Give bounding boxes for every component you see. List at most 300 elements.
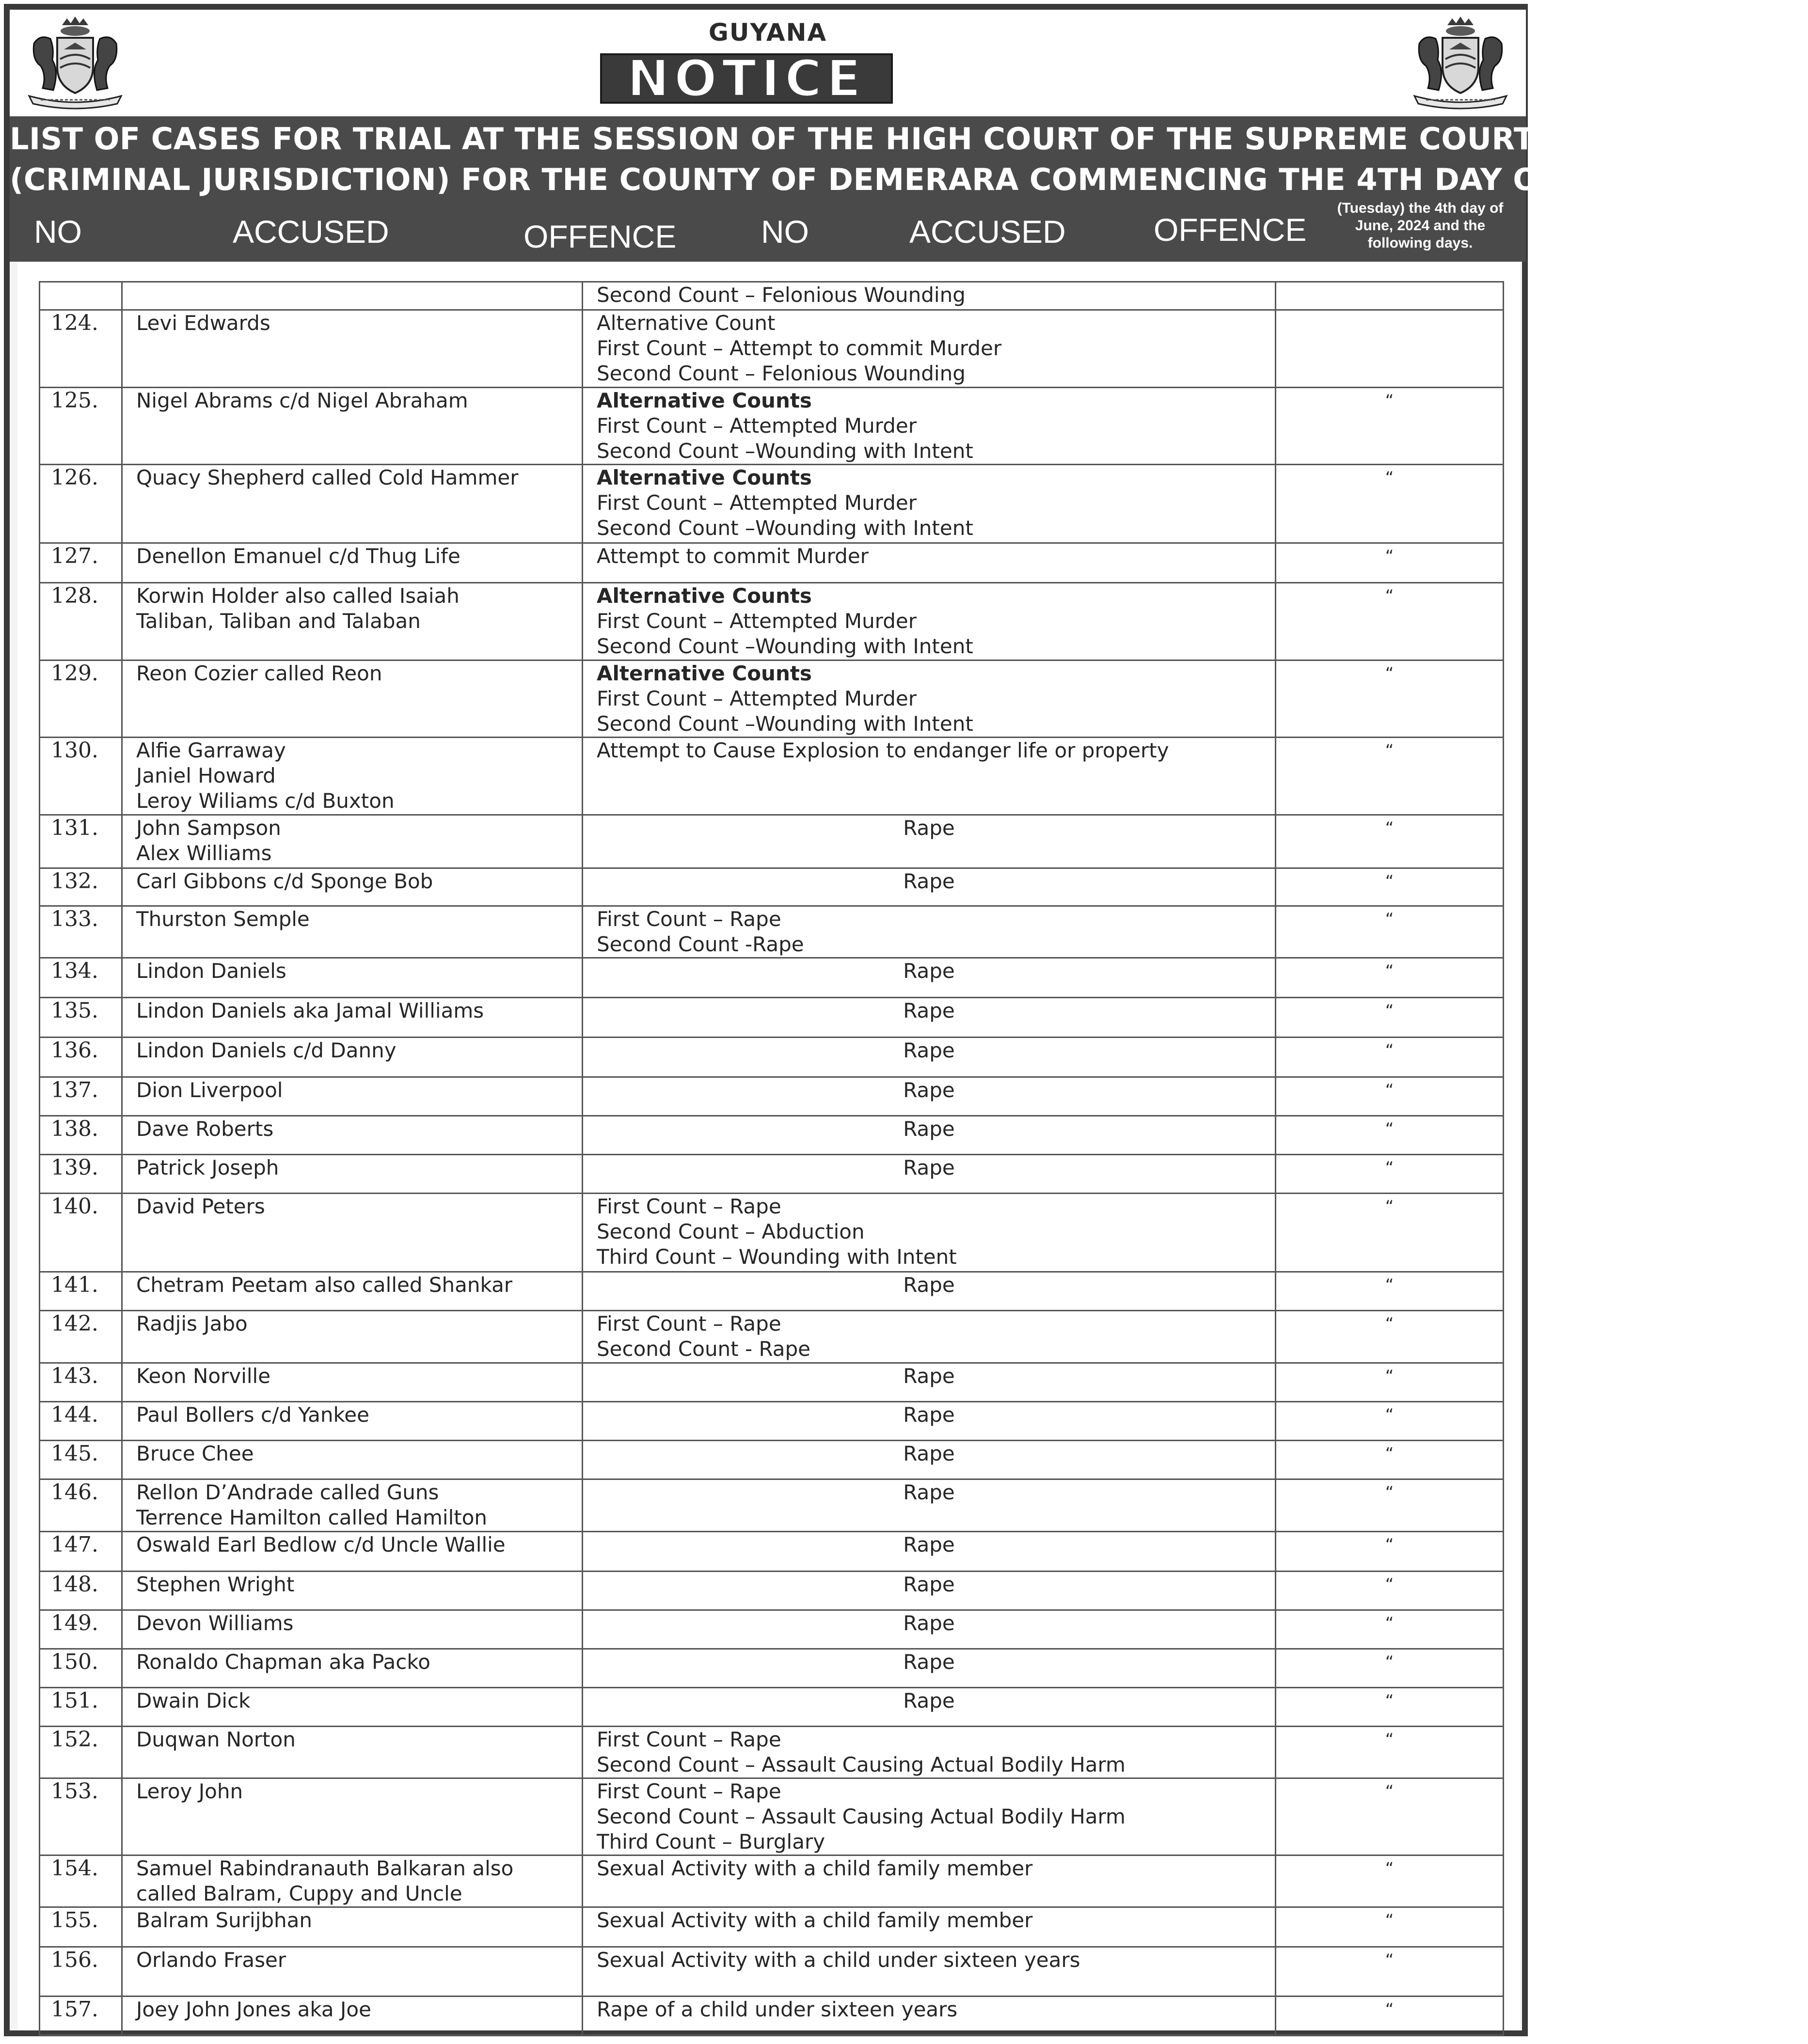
accused-name: Paul Bollers c/d Yankee: [136, 1403, 369, 1427]
accused-cell: [122, 1532, 583, 1572]
accused-name: Thurston Semple: [136, 907, 310, 931]
case-number: 146.: [40, 1479, 122, 1532]
trial-date-cell: [1276, 1077, 1504, 1116]
offence-line: First Count – Rape: [597, 1195, 781, 1218]
accused-name: Patrick Joseph: [136, 1156, 279, 1179]
offence-cell: [583, 310, 1276, 388]
accused-cell: [122, 1363, 583, 1402]
table-row: [40, 282, 1504, 310]
table-row: [40, 1649, 1504, 1688]
offence-line: First Count – Attempt to commit Murder: [597, 336, 1002, 360]
ditto-mark: “: [1385, 391, 1394, 410]
ditto-mark: “: [1385, 1691, 1394, 1711]
accused-name: Alfie Garraway: [136, 739, 286, 762]
table-row: [40, 1116, 1504, 1155]
table-row: [40, 660, 1504, 738]
accused-name: Orlando Fraser: [136, 1948, 286, 1972]
accused-name: Janiel Howard: [136, 764, 276, 787]
table-row: [40, 1441, 1504, 1479]
table-row: [40, 465, 1504, 543]
trial-date-cell: [1276, 1441, 1504, 1479]
offence-cell: [583, 543, 1276, 583]
accused-name: Lindon Daniels: [136, 959, 286, 983]
accused-cell: [122, 660, 583, 738]
ditto-mark: “: [1385, 1444, 1394, 1463]
accused-name: Balram Surijbhan: [136, 1908, 313, 1932]
table-row: [40, 1311, 1504, 1363]
case-number: 137.: [40, 1077, 122, 1116]
case-number: 136.: [40, 1038, 122, 1077]
table-row: [40, 1194, 1504, 1272]
trial-date-cell: [1276, 583, 1504, 660]
accused-name: Rellon D’Andrade called Guns: [136, 1480, 439, 1504]
table-row: [40, 388, 1504, 465]
case-number: 157.: [40, 1997, 122, 2035]
trial-date-cell: [1276, 1363, 1504, 1402]
accused-cell: [122, 1038, 583, 1077]
offence-line: First Count – Rape: [597, 1728, 781, 1751]
table-row: [40, 1855, 1504, 1907]
offence-line: First Count – Rape: [597, 1779, 781, 1803]
accused-name: Devon Williams: [136, 1611, 294, 1635]
case-number: 125.: [40, 388, 122, 465]
table-row: [40, 1727, 1504, 1778]
case-number: 131.: [40, 815, 122, 868]
ditto-mark: “: [1385, 818, 1394, 838]
accused-cell: [122, 1194, 583, 1272]
offence-line: Sexual Activity with a child family member: [597, 1856, 1033, 1880]
accused-cell: [122, 282, 583, 310]
offence-line: Rape: [903, 816, 955, 840]
notice-title: NOTICE: [627, 49, 866, 108]
trial-date-cell: [1276, 1311, 1504, 1363]
offence-cell: [583, 1997, 1276, 2035]
offence-line: First Count – Attempted Murder: [597, 687, 917, 710]
offence-cell: [583, 1947, 1276, 1997]
case-number: 149.: [40, 1610, 122, 1649]
accused-name: Stephen Wright: [136, 1572, 295, 1596]
offence-line: Second Count –Wounding with Intent: [597, 634, 973, 658]
offence-cell: [583, 1479, 1276, 1532]
offence-line: Rape: [903, 1403, 955, 1427]
offence-line: Third Count – Burglary: [597, 1830, 825, 1854]
offence-cell: [583, 1727, 1276, 1778]
accused-cell: [122, 1441, 583, 1479]
trial-date-cell: [1276, 1116, 1504, 1155]
ditto-mark: “: [1385, 1483, 1394, 1502]
ditto-mark: “: [1385, 1614, 1394, 1633]
table-row: [40, 998, 1504, 1038]
case-number: 124.: [40, 310, 122, 388]
offence-line: Rape: [903, 1689, 955, 1713]
offence-cell: [583, 1441, 1276, 1479]
accused-name: Levi Edwards: [136, 311, 270, 335]
offence-cell: [583, 465, 1276, 543]
accused-name: Lindon Daniels aka Jamal Williams: [136, 999, 484, 1022]
offence-cell: [583, 660, 1276, 738]
accused-cell: [122, 1855, 583, 1907]
offence-line: Rape: [903, 869, 955, 893]
accused-name: Taliban, Taliban and Talaban: [136, 609, 421, 633]
trial-date-cell: [1276, 1778, 1504, 1855]
table-row: [40, 310, 1504, 388]
table-row: [40, 1610, 1504, 1649]
column-header-offence-2: OFFENCE: [1154, 212, 1307, 248]
column-header-accused-2: ACCUSED: [909, 214, 1066, 250]
offence-cell: [583, 815, 1276, 868]
table-row: [40, 1532, 1504, 1572]
accused-cell: [122, 1116, 583, 1155]
trial-date-cell: [1276, 998, 1504, 1038]
accused-cell: [122, 1727, 583, 1778]
accused-cell: [122, 1155, 583, 1194]
offence-cell: [583, 1778, 1276, 1855]
trial-date-cell: [1276, 1479, 1504, 1532]
offence-line: Rape: [903, 1078, 955, 1102]
case-number: 143.: [40, 1363, 122, 1402]
table-row: [40, 1402, 1504, 1441]
ditto-mark: “: [1385, 1730, 1394, 1749]
accused-cell: [122, 738, 583, 815]
ditto-mark: “: [1385, 1367, 1394, 1386]
offence-cell: [583, 282, 1276, 310]
offence-line: Sexual Activity with a child family member: [597, 1908, 1033, 1932]
accused-name: Oswald Earl Bedlow c/d Uncle Wallie: [136, 1533, 506, 1557]
notice-banner: [600, 49, 893, 108]
ditto-mark: “: [1385, 1158, 1394, 1178]
accused-name: Terrence Hamilton called Hamilton: [136, 1506, 488, 1529]
offence-cell: [583, 1855, 1276, 1907]
accused-name: Bruce Chee: [136, 1442, 254, 1465]
accused-cell: [122, 310, 583, 388]
case-number: 150.: [40, 1649, 122, 1688]
offence-line: Second Count –Wounding with Intent: [597, 712, 973, 736]
offence-line: Alternative Counts: [597, 389, 812, 412]
offence-line: Second Count -Rape: [597, 932, 804, 956]
accused-cell: [122, 906, 583, 958]
offence-line: Second Count – Felonious Wounding: [597, 283, 966, 307]
case-number: [40, 282, 122, 310]
ditto-mark: “: [1385, 1575, 1394, 1594]
offence-cell: [583, 738, 1276, 815]
offence-line: Alternative Counts: [597, 584, 812, 608]
offence-cell: [583, 1077, 1276, 1116]
offence-line: Alternative Counts: [597, 466, 812, 489]
offence-line: Rape: [903, 1442, 955, 1465]
case-number: 138.: [40, 1116, 122, 1155]
accused-cell: [122, 1649, 583, 1688]
offence-line: First Count – Attempted Murder: [597, 491, 917, 515]
trial-date-cell: [1276, 1727, 1504, 1778]
offence-line: First Count – Attempted Murder: [597, 414, 917, 438]
accused-cell: [122, 1572, 583, 1610]
offence-line: Second Count – Assault Causing Actual Bodily Harm: [597, 1753, 1126, 1777]
trial-date-cell: [1276, 1688, 1504, 1727]
offence-line: Alternative Count: [597, 311, 776, 335]
offence-line: Second Count –Wounding with Intent: [597, 439, 973, 463]
case-number: 145.: [40, 1441, 122, 1479]
offence-line: Rape: [903, 999, 955, 1022]
table-row: [40, 543, 1504, 583]
table-row: [40, 1077, 1504, 1116]
trial-date-cell: [1276, 906, 1504, 958]
offence-cell: [583, 958, 1276, 998]
accused-name: Alex Williams: [136, 841, 272, 865]
trial-date-cell: [1276, 958, 1504, 998]
ditto-mark: “: [1385, 741, 1394, 760]
accused-name: Duqwan Norton: [136, 1728, 296, 1751]
accused-name: Quacy Shepherd called Cold Hammer: [136, 466, 519, 489]
accused-name: Denellon Emanuel c/d Thug Life: [136, 544, 460, 568]
offence-line: Rape of a child under sixteen years: [597, 1997, 958, 2021]
trial-date-cell: [1276, 868, 1504, 906]
accused-name: Chetram Peetam also called Shankar: [136, 1273, 513, 1297]
accused-name: Keon Norville: [136, 1364, 271, 1388]
trial-date-cell: [1276, 282, 1504, 310]
offence-line: Rape: [903, 1650, 955, 1674]
cases-table-body: [40, 282, 1504, 2035]
offence-cell: [583, 1272, 1276, 1311]
offence-line: Rape: [903, 1611, 955, 1635]
trial-date-cell: [1276, 310, 1504, 388]
trial-date-cell: [1276, 1997, 1504, 2035]
trial-date-cell: [1276, 1947, 1504, 1997]
case-number: 128.: [40, 583, 122, 660]
accused-name: Joey John Jones aka Joe: [136, 1997, 371, 2021]
table-row: [40, 1947, 1504, 1997]
trial-date-cell: [1276, 660, 1504, 738]
offence-line: Rape: [903, 1364, 955, 1388]
offence-cell: [583, 1363, 1276, 1402]
offence-line: Sexual Activity with a child under sixteen years: [597, 1948, 1080, 1972]
offence-cell: [583, 868, 1276, 906]
ditto-mark: “: [1385, 1859, 1394, 1878]
trial-date-cell: [1276, 1610, 1504, 1649]
offence-line: Rape: [903, 1273, 955, 1297]
offence-line: Third Count – Wounding with Intent: [597, 1245, 957, 1269]
ditto-mark: “: [1385, 1911, 1394, 1930]
ditto-mark: “: [1385, 664, 1394, 683]
offence-line: Rape: [903, 1533, 955, 1557]
offence-cell: [583, 1907, 1276, 1947]
ditto-mark: “: [1385, 468, 1394, 487]
accused-name: Leroy John: [136, 1779, 243, 1803]
table-row: [40, 1997, 1504, 2035]
offence-line: Rape: [903, 1480, 955, 1504]
title-line-2: (CRIMINAL JURISDICTION) FOR THE COUNTY OF DEMERARA COMMENCING THE 4TH DAY OF JUNE, 2024.: [10, 162, 1771, 197]
table-row: [40, 583, 1504, 660]
case-number: 151.: [40, 1688, 122, 1727]
offence-cell: [583, 1610, 1276, 1649]
ditto-mark: “: [1385, 1041, 1394, 1060]
offence-line: Rape: [903, 1156, 955, 1179]
case-number: 133.: [40, 906, 122, 958]
case-number: 139.: [40, 1155, 122, 1194]
accused-cell: [122, 958, 583, 998]
offence-line: First Count – Rape: [597, 1312, 781, 1336]
accused-cell: [122, 1907, 583, 1947]
trial-date-cell: [1276, 1855, 1504, 1907]
table-row: [40, 1688, 1504, 1727]
column-header-offence: OFFENCE: [523, 219, 677, 254]
case-number: 153.: [40, 1778, 122, 1855]
offence-line: Rape: [903, 959, 955, 983]
accused-cell: [122, 868, 583, 906]
accused-cell: [122, 815, 583, 868]
case-number: 132.: [40, 868, 122, 906]
case-number: 144.: [40, 1402, 122, 1441]
accused-name: Ronaldo Chapman aka Packo: [136, 1650, 430, 1674]
case-number: 156.: [40, 1947, 122, 1997]
trial-date-note: (Tuesday) the 4th day of June, 2024 and the following days.: [1337, 200, 1504, 251]
trial-date-cell: [1276, 1649, 1504, 1688]
accused-name: Samuel Rabindranauth Balkaran also: [136, 1856, 514, 1880]
table-row: [40, 1572, 1504, 1610]
table-row: [40, 958, 1504, 998]
column-header-accused: ACCUSED: [233, 214, 389, 250]
accused-name: Dwain Dick: [136, 1689, 251, 1713]
country-label: GUYANA: [708, 18, 827, 47]
ditto-mark: “: [1385, 1275, 1394, 1295]
offence-cell: [583, 1116, 1276, 1155]
offence-line: Second Count – Assault Causing Actual Bodily Harm: [597, 1805, 1126, 1828]
trial-date-cell: [1276, 388, 1504, 465]
table-row: [40, 738, 1504, 815]
ditto-mark: “: [1385, 1081, 1394, 1100]
ditto-mark: “: [1385, 1405, 1394, 1425]
offence-line: First Count – Attempted Murder: [597, 609, 917, 633]
ditto-mark: “: [1385, 2000, 1394, 2019]
offence-line: Rape: [903, 1038, 955, 1062]
table-row: [40, 1363, 1504, 1402]
ditto-mark: “: [1385, 1535, 1394, 1555]
offence-cell: [583, 1572, 1276, 1610]
trial-date-cell: [1276, 1532, 1504, 1572]
accused-cell: [122, 1947, 583, 1997]
case-number: 140.: [40, 1194, 122, 1272]
accused-name: Nigel Abrams c/d Nigel Abraham: [136, 389, 468, 412]
case-number: 127.: [40, 543, 122, 583]
accused-cell: [122, 1402, 583, 1441]
trial-date-cell: [1276, 738, 1504, 815]
trial-date-cell: [1276, 1907, 1504, 1947]
ditto-mark: “: [1385, 1950, 1394, 1970]
table-row: [40, 1038, 1504, 1077]
accused-name: Leroy Wiliams c/d Buxton: [136, 789, 395, 813]
offence-cell: [583, 1402, 1276, 1441]
table-row: [40, 1479, 1504, 1532]
trial-date-cell: [1276, 543, 1504, 583]
accused-cell: [122, 1997, 583, 2035]
case-number: 152.: [40, 1727, 122, 1778]
offence-line: Second Count –Wounding with Intent: [597, 516, 973, 540]
ditto-mark: “: [1385, 1001, 1394, 1021]
accused-name: John Sampson: [136, 816, 281, 840]
offence-line: Alternative Counts: [597, 661, 812, 685]
accused-name: Reon Cozier called Reon: [136, 661, 382, 685]
accused-cell: [122, 388, 583, 465]
case-number: 148.: [40, 1572, 122, 1610]
offence-line: Second Count – Abduction: [597, 1220, 865, 1243]
table-row: [40, 868, 1504, 906]
case-number: 134.: [40, 958, 122, 998]
accused-cell: [122, 465, 583, 543]
offence-cell: [583, 583, 1276, 660]
accused-cell: [122, 1688, 583, 1727]
offence-line: Attempt to commit Murder: [597, 544, 869, 568]
offence-cell: [583, 998, 1276, 1038]
trial-date-cell: [1276, 1572, 1504, 1610]
accused-name: David Peters: [136, 1195, 265, 1218]
offence-cell: [583, 1311, 1276, 1363]
column-header-no: NO: [34, 214, 82, 250]
trial-date-cell: [1276, 815, 1504, 868]
ditto-mark: “: [1385, 961, 1394, 981]
offence-cell: [583, 1038, 1276, 1077]
offence-line: Attempt to Cause Explosion to endanger life or property: [597, 739, 1169, 762]
case-number: 155.: [40, 1907, 122, 1947]
accused-cell: [122, 1311, 583, 1363]
ditto-mark: “: [1385, 1119, 1394, 1139]
offence-cell: [583, 1155, 1276, 1194]
accused-name: called Balram, Cuppy and Uncle: [136, 1882, 462, 1905]
accused-cell: [122, 1077, 583, 1116]
ditto-mark: “: [1385, 1314, 1394, 1334]
accused-cell: [122, 1610, 583, 1649]
accused-name: Lindon Daniels c/d Danny: [136, 1038, 396, 1062]
accused-cell: [122, 583, 583, 660]
table-row: [40, 1907, 1504, 1947]
accused-name: Korwin Holder also called Isaiah: [136, 584, 460, 608]
trial-date-cell: [1276, 1194, 1504, 1272]
case-number: 135.: [40, 998, 122, 1038]
accused-cell: [122, 1778, 583, 1855]
table-row: [40, 815, 1504, 868]
trial-date-cell: [1276, 465, 1504, 543]
ditto-mark: “: [1385, 1652, 1394, 1672]
case-number: 126.: [40, 465, 122, 543]
ditto-mark: “: [1385, 872, 1394, 891]
offence-line: First Count – Rape: [597, 907, 781, 931]
accused-name: Dion Liverpool: [136, 1078, 283, 1102]
accused-name: Dave Roberts: [136, 1117, 274, 1141]
ditto-mark: “: [1385, 1782, 1394, 1801]
table-row: [40, 1778, 1504, 1855]
offence-line: Rape: [903, 1572, 955, 1596]
offence-line: Second Count - Rape: [597, 1337, 810, 1361]
title-line-1: LIST OF CASES FOR TRIAL AT THE SESSION OF THE HIGH COURT OF THE SUPREME COURT OF JUDICATURE: [10, 121, 1808, 157]
trial-date-cell: [1276, 1038, 1504, 1077]
offence-cell: [583, 1649, 1276, 1688]
offence-cell: [583, 906, 1276, 958]
offence-line: Rape: [903, 1117, 955, 1141]
column-header-no-2: NO: [761, 214, 809, 250]
ditto-mark: “: [1385, 910, 1394, 929]
accused-cell: [122, 1272, 583, 1311]
table-row: [40, 1155, 1504, 1194]
offence-cell: [583, 1688, 1276, 1727]
table-row: [40, 906, 1504, 958]
accused-name: Radjis Jabo: [136, 1312, 248, 1336]
case-number: 147.: [40, 1532, 122, 1572]
case-number: 142.: [40, 1311, 122, 1363]
case-number: 154.: [40, 1855, 122, 1907]
ditto-mark: “: [1385, 547, 1394, 566]
offence-cell: [583, 388, 1276, 465]
accused-cell: [122, 543, 583, 583]
cases-table: [39, 281, 1504, 2036]
offence-cell: [583, 1194, 1276, 1272]
